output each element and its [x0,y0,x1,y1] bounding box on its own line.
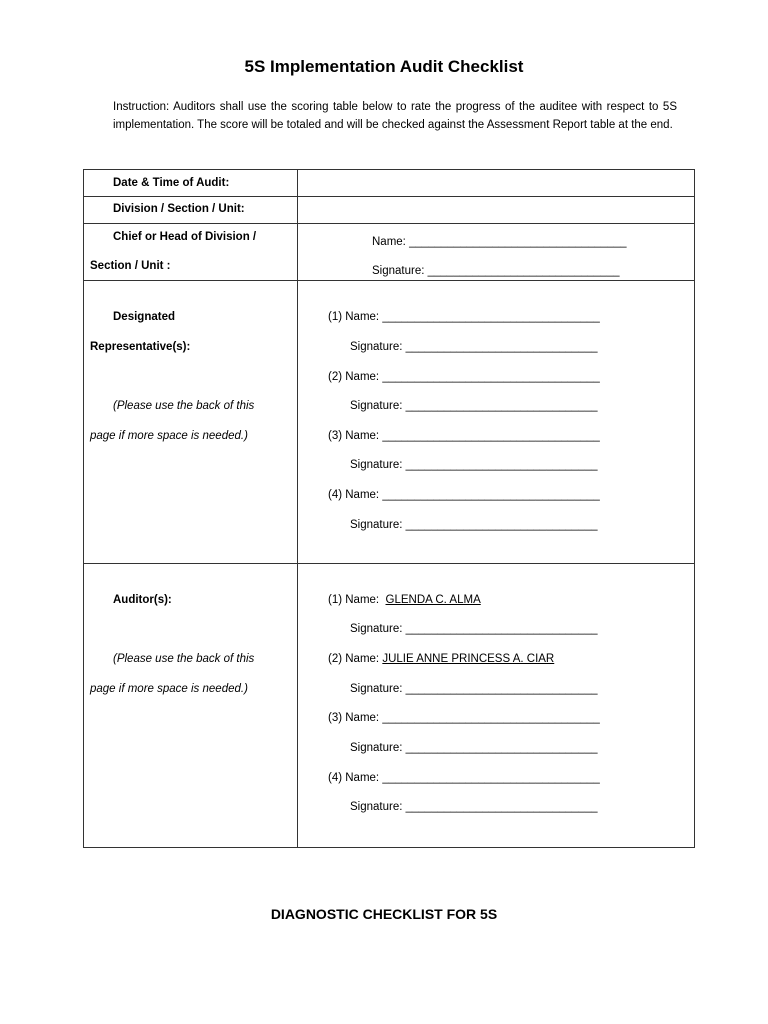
date-label: Date & Time of Audit: [113,177,230,189]
rep-3-signature-field[interactable]: Signature: ______________________________ [350,459,598,471]
rep-4-name-field[interactable]: (4) Name: __________________________________ [328,489,600,501]
chief-signature-field[interactable]: Signature: ______________________________ [372,265,620,277]
division-label-cell [84,197,298,224]
designated-note-line-1: (Please use the back of this [113,400,255,412]
auditor-1-name-prefix: (1) Name: [328,594,380,606]
division-row [84,197,695,224]
rep-2-signature-field[interactable]: Signature: ______________________________ [350,400,598,412]
instruction-text: Instruction: Auditors shall use the scoring table below to rate the progress of the auditee with respect to 5S implementation. The score will be totaled and will be checked against the Assessment Report table at the end. [113,101,677,131]
auditor-label-cell [84,564,298,848]
designated-label-line-1: Designated [113,311,175,323]
designated-label-line-2: Representative(s): [90,341,191,353]
auditor-3-name-field[interactable]: (3) Name: __________________________________ [328,712,600,724]
auditor-3-signature-field[interactable]: Signature: ______________________________ [350,742,598,754]
auditor-2-name-value: JULIE ANNE PRINCESS A. CIAR [382,653,555,665]
chief-label-line-1: Chief or Head of Division / [113,231,257,243]
date-label-cell [84,170,298,197]
date-row [84,170,695,197]
auditor-2-name-prefix: (2) Name: [328,653,380,665]
auditor-1-signature-field[interactable]: Signature: ______________________________ [350,623,598,635]
auditor-row [84,564,695,848]
rep-3-name-field[interactable]: (3) Name: __________________________________ [328,430,600,442]
rep-2-name-field[interactable]: (2) Name: __________________________________ [328,371,600,383]
designated-note-line-2: page if more space is needed.) [90,430,248,442]
auditor-value-cell [298,564,695,848]
chief-row [84,224,695,281]
designated-value-cell [298,281,695,564]
rep-1-name-field[interactable]: (1) Name: __________________________________ [328,311,600,323]
document-title: 5S Implementation Audit Checklist [244,57,524,76]
chief-label-line-2: Section / Unit : [90,260,171,272]
auditor-2-name-field[interactable] [328,653,554,665]
diagnostic-checklist-heading: DIAGNOSTIC CHECKLIST FOR 5S [270,906,498,922]
chief-label-cell [84,224,298,281]
designated-label-cell [84,281,298,564]
auditor-label: Auditor(s): [113,594,172,606]
auditor-2-signature-field[interactable]: Signature: ______________________________ [350,683,598,695]
auditor-note-line-2: page if more space is needed.) [90,683,248,695]
division-label: Division / Section / Unit: [113,203,245,215]
chief-name-field[interactable]: Name: __________________________________ [372,236,627,248]
auditor-1-name-field[interactable] [328,594,481,606]
rep-4-signature-field[interactable]: Signature: ______________________________ [350,519,598,531]
date-value-cell[interactable] [298,170,695,197]
rep-1-signature-field[interactable]: Signature: ______________________________ [350,341,598,353]
auditor-note-line-1: (Please use the back of this [113,653,255,665]
auditor-1-name-value: GLENDA C. ALMA [385,594,481,606]
division-value-cell[interactable] [298,197,695,224]
designated-row [84,281,695,564]
auditor-4-name-field[interactable]: (4) Name: __________________________________ [328,772,600,784]
auditor-4-signature-field[interactable]: Signature: ______________________________ [350,801,598,813]
audit-info-table [83,169,695,848]
chief-value-cell [298,224,695,281]
